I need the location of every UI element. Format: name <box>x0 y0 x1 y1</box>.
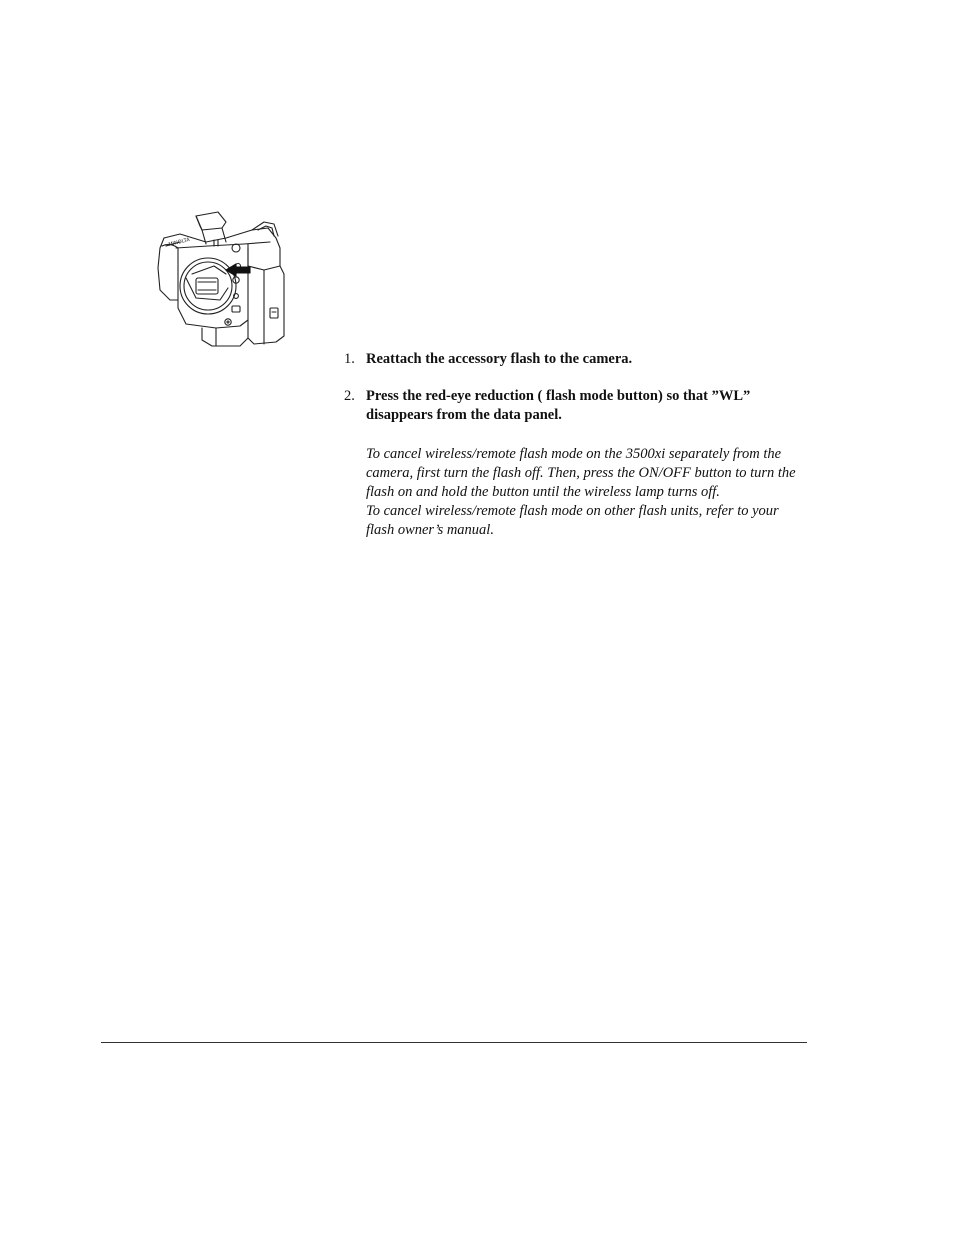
step-text: Press the red-eye reduction ( flash mode button) so that ”WL” disappears from the data panel. <box>366 388 751 423</box>
cancel-note <box>366 445 806 540</box>
instruction-steps <box>344 350 814 425</box>
footer-divider <box>101 1042 807 1043</box>
note-paragraph: To cancel wireless/remote flash mode on the 3500xi separately from the camera, first turn the flash off. Then, press the ON/OFF button to turn the flash on and hold the button until the wireless lamp turns off. <box>366 446 796 500</box>
step-text: Reattach the accessory flash to the camera. <box>366 351 633 367</box>
svg-text:MINOLTA: MINOLTA <box>168 236 191 248</box>
camera-body-icon <box>156 208 300 352</box>
step-number: 1. <box>344 351 355 367</box>
step-number: 2. <box>344 388 355 404</box>
camera-illustration <box>156 208 300 352</box>
step-item <box>344 350 814 369</box>
step-item <box>344 387 814 425</box>
note-paragraph: To cancel wireless/remote flash mode on other flash units, refer to your flash owner’s manual. <box>366 503 779 538</box>
